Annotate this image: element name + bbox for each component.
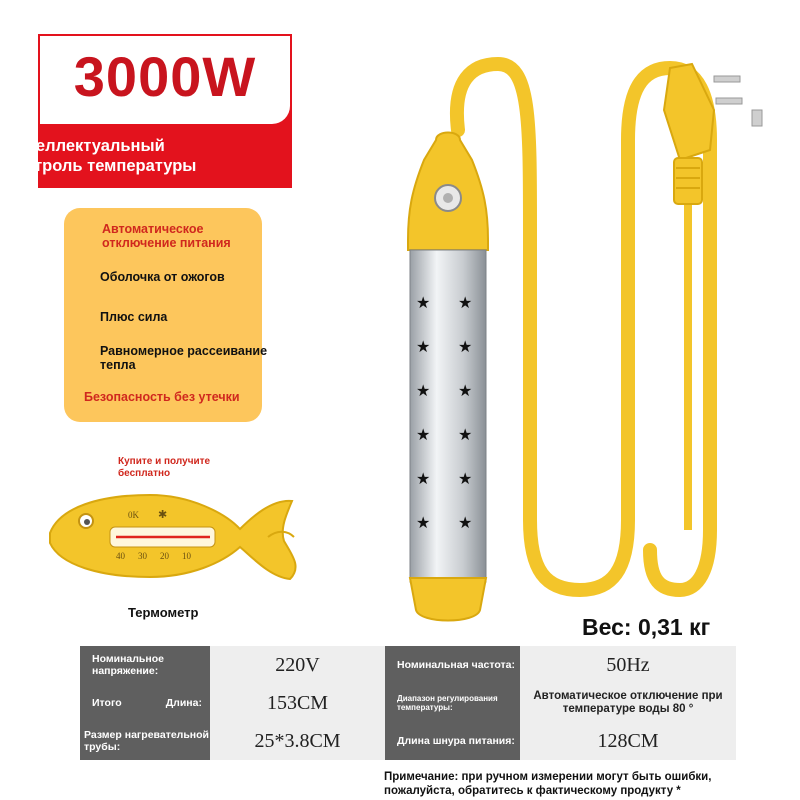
- feature-no-leak: Безопасность без утечки: [84, 390, 240, 404]
- spec-frequency-label: Номинальная частота:: [385, 646, 520, 684]
- promo-text: Купите и получите бесплатно: [118, 456, 211, 479]
- feature-even-heat: Равномерное рассеивание тепла: [100, 344, 268, 372]
- power-rating: 3000W: [73, 45, 257, 108]
- star-11: ★: [416, 513, 431, 532]
- plug-pin-2: [716, 98, 742, 104]
- immersion-heater-image: [380, 50, 790, 630]
- plug-pin-1: [714, 76, 740, 82]
- spec-cord-value: 128CM: [520, 722, 736, 760]
- star-6: ★: [458, 381, 473, 400]
- thermo-mark-ok: 0K: [128, 510, 139, 520]
- plug-body-shape: [664, 64, 714, 160]
- spec-length-value: 153CM: [210, 684, 385, 722]
- star-4: ★: [458, 337, 473, 356]
- star-3: ★: [416, 337, 431, 356]
- star-8: ★: [458, 425, 473, 444]
- spec-range-value: Автоматическое отключение при температуре воды 80 °: [520, 684, 736, 722]
- star-7: ★: [416, 425, 431, 444]
- feature-auto-off: Автоматическое отключение питания: [102, 222, 231, 250]
- weight-label: Вес: 0,31 кг: [582, 614, 711, 640]
- thermo-mark-snow: ✱: [158, 508, 168, 521]
- fish-thermometer-image: [40, 485, 305, 590]
- spec-tube-value: 25*3.8CM: [210, 722, 385, 760]
- feature-power-plus: Плюс сила: [100, 310, 168, 324]
- fish-pupil-shape: [84, 519, 90, 525]
- spec-length-label: Длина:: [165, 697, 202, 709]
- spec-range-label: Диапазон регулирования температуры:: [385, 684, 520, 722]
- spec-voltage-label: Номинальное напряжение:: [80, 646, 210, 684]
- feature-burn-shell: Оболочка от ожогов: [100, 270, 225, 284]
- thermo-scale-30: 30: [138, 551, 147, 561]
- power-cord-shape: [457, 64, 710, 590]
- thermostat-dial-center: [443, 193, 453, 203]
- spec-voltage-value: 220V: [210, 646, 385, 684]
- power-subtitle: [6, 136, 286, 176]
- heater-end-cap-shape: [410, 578, 486, 621]
- spec-frequency-value: 50Hz: [520, 646, 736, 684]
- spec-table: [80, 646, 736, 762]
- spec-cord-label: Длина шнура питания:: [385, 722, 520, 760]
- star-10: ★: [458, 469, 473, 488]
- star-2: ★: [458, 293, 473, 312]
- star-9: ★: [416, 469, 431, 488]
- measurement-note: Примечание: при ручном измерении могут быть ошибки, пожалуйста, обратитесь к фактическому продукту *: [384, 771, 712, 797]
- thermo-scale-40: 40: [116, 551, 125, 561]
- features-card: [64, 208, 268, 422]
- plug-pin-3: [752, 110, 762, 126]
- plug-grip-shape: [674, 158, 702, 204]
- subtitle-line-1: Интеллектуальный: [6, 137, 165, 155]
- star-5: ★: [416, 381, 431, 400]
- spec-total-label: Итого: [92, 697, 122, 709]
- thermometer-label: Термометр: [128, 605, 199, 620]
- star-12: ★: [458, 513, 473, 532]
- spec-tube-label: Размер нагревательной трубы:: [80, 722, 210, 760]
- star-1: ★: [416, 293, 431, 312]
- subtitle-line-2: контроль температуры: [6, 157, 197, 175]
- thermo-scale-20: 20: [160, 551, 169, 561]
- thermo-scale-10: 10: [182, 551, 191, 561]
- spec-length-label-group: [80, 684, 210, 722]
